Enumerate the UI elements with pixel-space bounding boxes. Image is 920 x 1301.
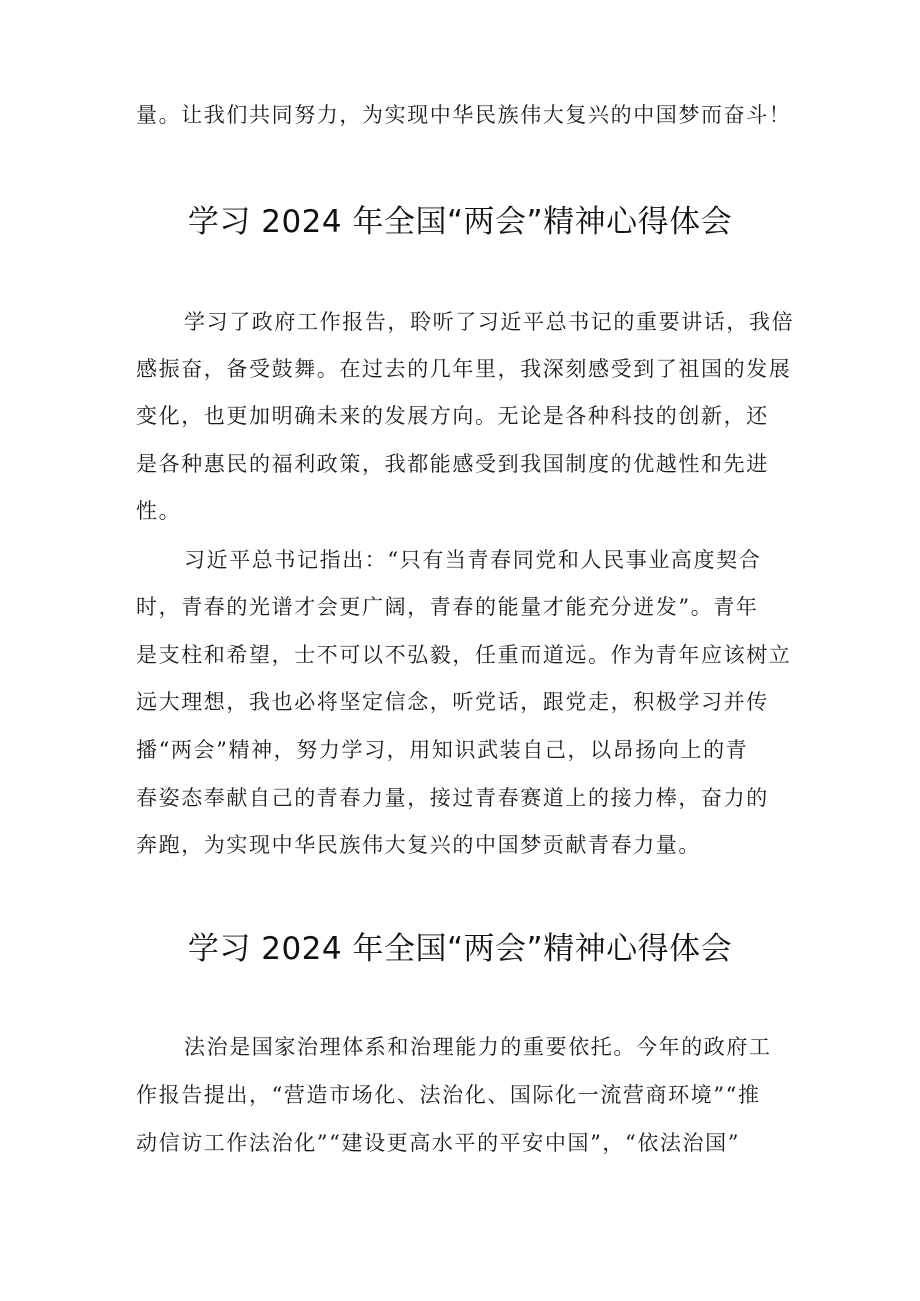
section-title-1: 学习 2024 年全国“两会”精神心得体会 [187,204,733,240]
paragraph-line: 播“两会”精神，努力学习，用知识武装自己，以昂扬向上的青 [136,738,749,762]
paragraph-line: 学习了政府工作报告，聆听了习近平总书记的重要讲话，我倍 [184,310,795,334]
paragraph-line: 性。 [136,499,182,523]
closing-line: 量。让我们共同努力，为实现中华民族伟大复兴的中国梦而奋斗！ [136,103,792,127]
paragraph-line: 是各种惠民的福利政策，我都能感受到我国制度的优越性和先进 [136,452,769,476]
paragraph-line: 变化，也更加明确未来的发展方向。无论是各种科技的创新，还 [136,404,769,428]
section-title-2: 学习 2024 年全国“两会”精神心得体会 [187,931,733,967]
paragraph-line: 时，青春的光谱才会更广阔，青春的能量才能充分迸发”。青年 [136,595,759,619]
paragraph-line: 作报告提出，“营造市场化、法治化、国际化一流营商环境”“推 [136,1083,761,1107]
paragraph-line: 感振奋，备受鼓舞。在过去的几年里，我深刻感受到了祖国的发展 [136,357,792,381]
paragraph-line: 习近平总书记指出：“只有当青春同党和人民事业高度契合 [184,548,762,572]
paragraph-line: 春姿态奉献自己的青春力量，接过青春赛道上的接力棒，奋力的 [136,786,769,810]
paragraph-line: 法治是国家治理体系和治理能力的重要依托。今年的政府工 [184,1035,772,1059]
paragraph-line: 是支柱和希望，士不可以不弘毅，任重而道远。作为青年应该树立 [136,643,792,667]
paragraph-line: 奔跑，为实现中华民族伟大复兴的中国梦贡献青春力量。 [136,833,701,857]
paragraph-line: 动信访工作法治化”“建设更高水平的平安中国”，“依法治国” [136,1131,741,1155]
paragraph-line: 远大理想，我也必将坚定信念，听党话，跟党走，积极学习并传 [136,690,769,714]
